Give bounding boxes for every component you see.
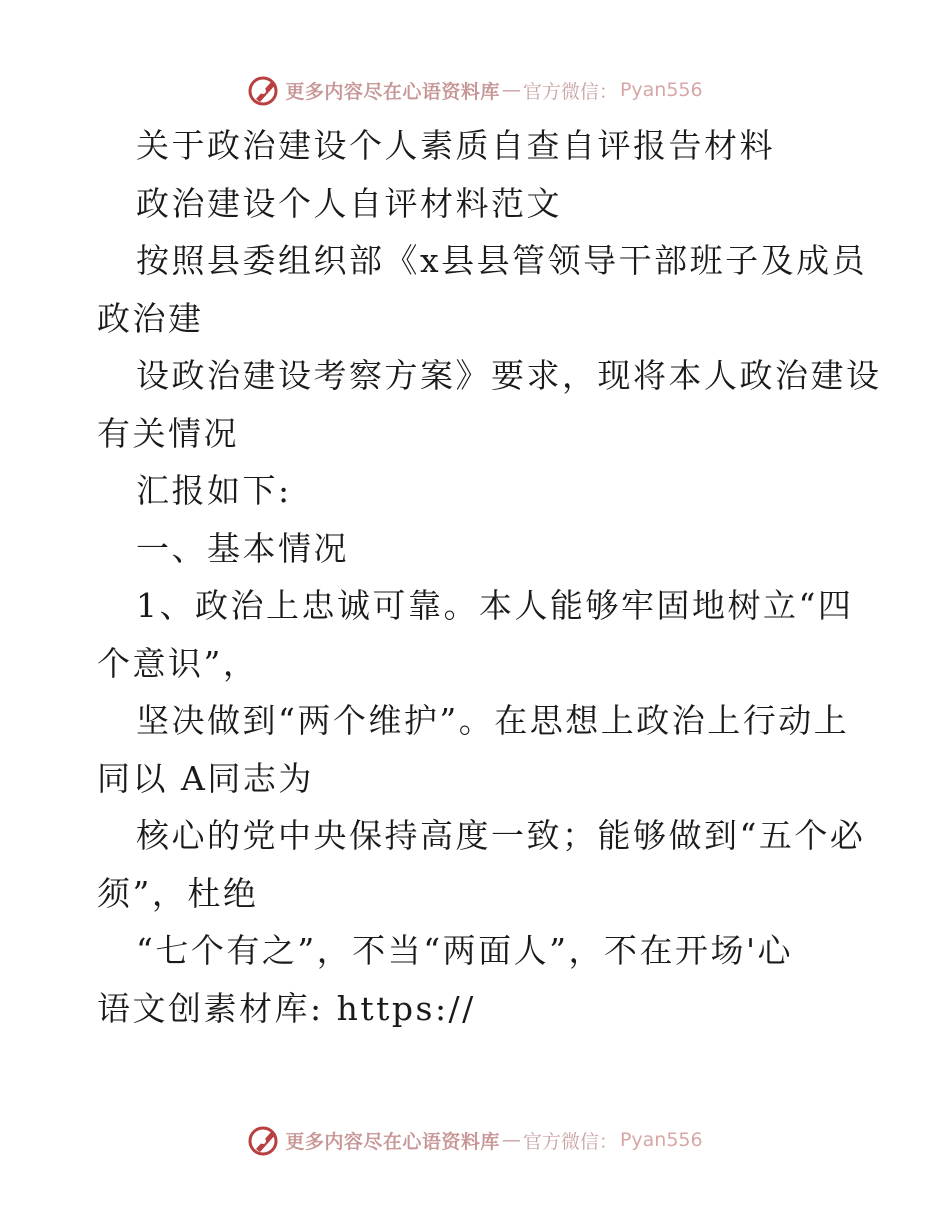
paragraph-line: 语文创素材库: https://	[97, 988, 476, 1028]
header-watermark	[0, 70, 950, 110]
paragraph-line: 须”，杜绝	[97, 873, 259, 913]
paragraph-line: 个意识”，	[97, 643, 259, 683]
paragraph-line: 有关情况	[97, 413, 239, 453]
paragraph-line: 核心的党中央保持高度一致；能够做到“五个必	[136, 816, 866, 855]
watermark-label: 官方微信：	[522, 80, 618, 103]
paragraph-line: 1、政治上忠诚可靠。本人能够牢固地树立“四	[136, 586, 854, 625]
paragraph-line: 政治建	[97, 298, 204, 338]
paragraph-line: “七个有之”，不当“两面人”，不在开场'心	[136, 931, 794, 970]
watermark-id: Pyan556	[619, 1129, 703, 1151]
pen-circle-logo-icon	[247, 73, 281, 107]
paragraph-line: 按照县委组织部《x县县管领导干部班子及成员	[136, 241, 868, 280]
watermark-main-text: 更多内容尽在心语资料库	[285, 1130, 500, 1153]
watermark-label: 官方微信：	[522, 1130, 618, 1153]
watermark-separator: —	[501, 79, 521, 101]
pen-circle-logo-icon	[247, 1123, 281, 1157]
footer-watermark	[0, 1120, 950, 1160]
document-body	[0, 117, 950, 1037]
watermark-id: Pyan556	[619, 79, 703, 101]
watermark-main-text: 更多内容尽在心语资料库	[285, 80, 500, 103]
doc-title: 关于政治建设个人素质自查自评报告材料	[136, 126, 775, 165]
watermark-separator: —	[501, 1129, 521, 1151]
paragraph-line: 坚决做到“两个维护”。在思想上政治上行动上	[136, 701, 850, 740]
doc-subtitle: 政治建设个人自评材料范文	[136, 183, 562, 223]
section-heading: 一、基本情况	[136, 528, 349, 568]
paragraph-line: 汇报如下:	[136, 471, 292, 510]
paragraph-line: 同以 A同志为	[97, 758, 314, 798]
paragraph-line: 设政治建设考察方案》要求，现将本人政治建设	[136, 356, 882, 395]
